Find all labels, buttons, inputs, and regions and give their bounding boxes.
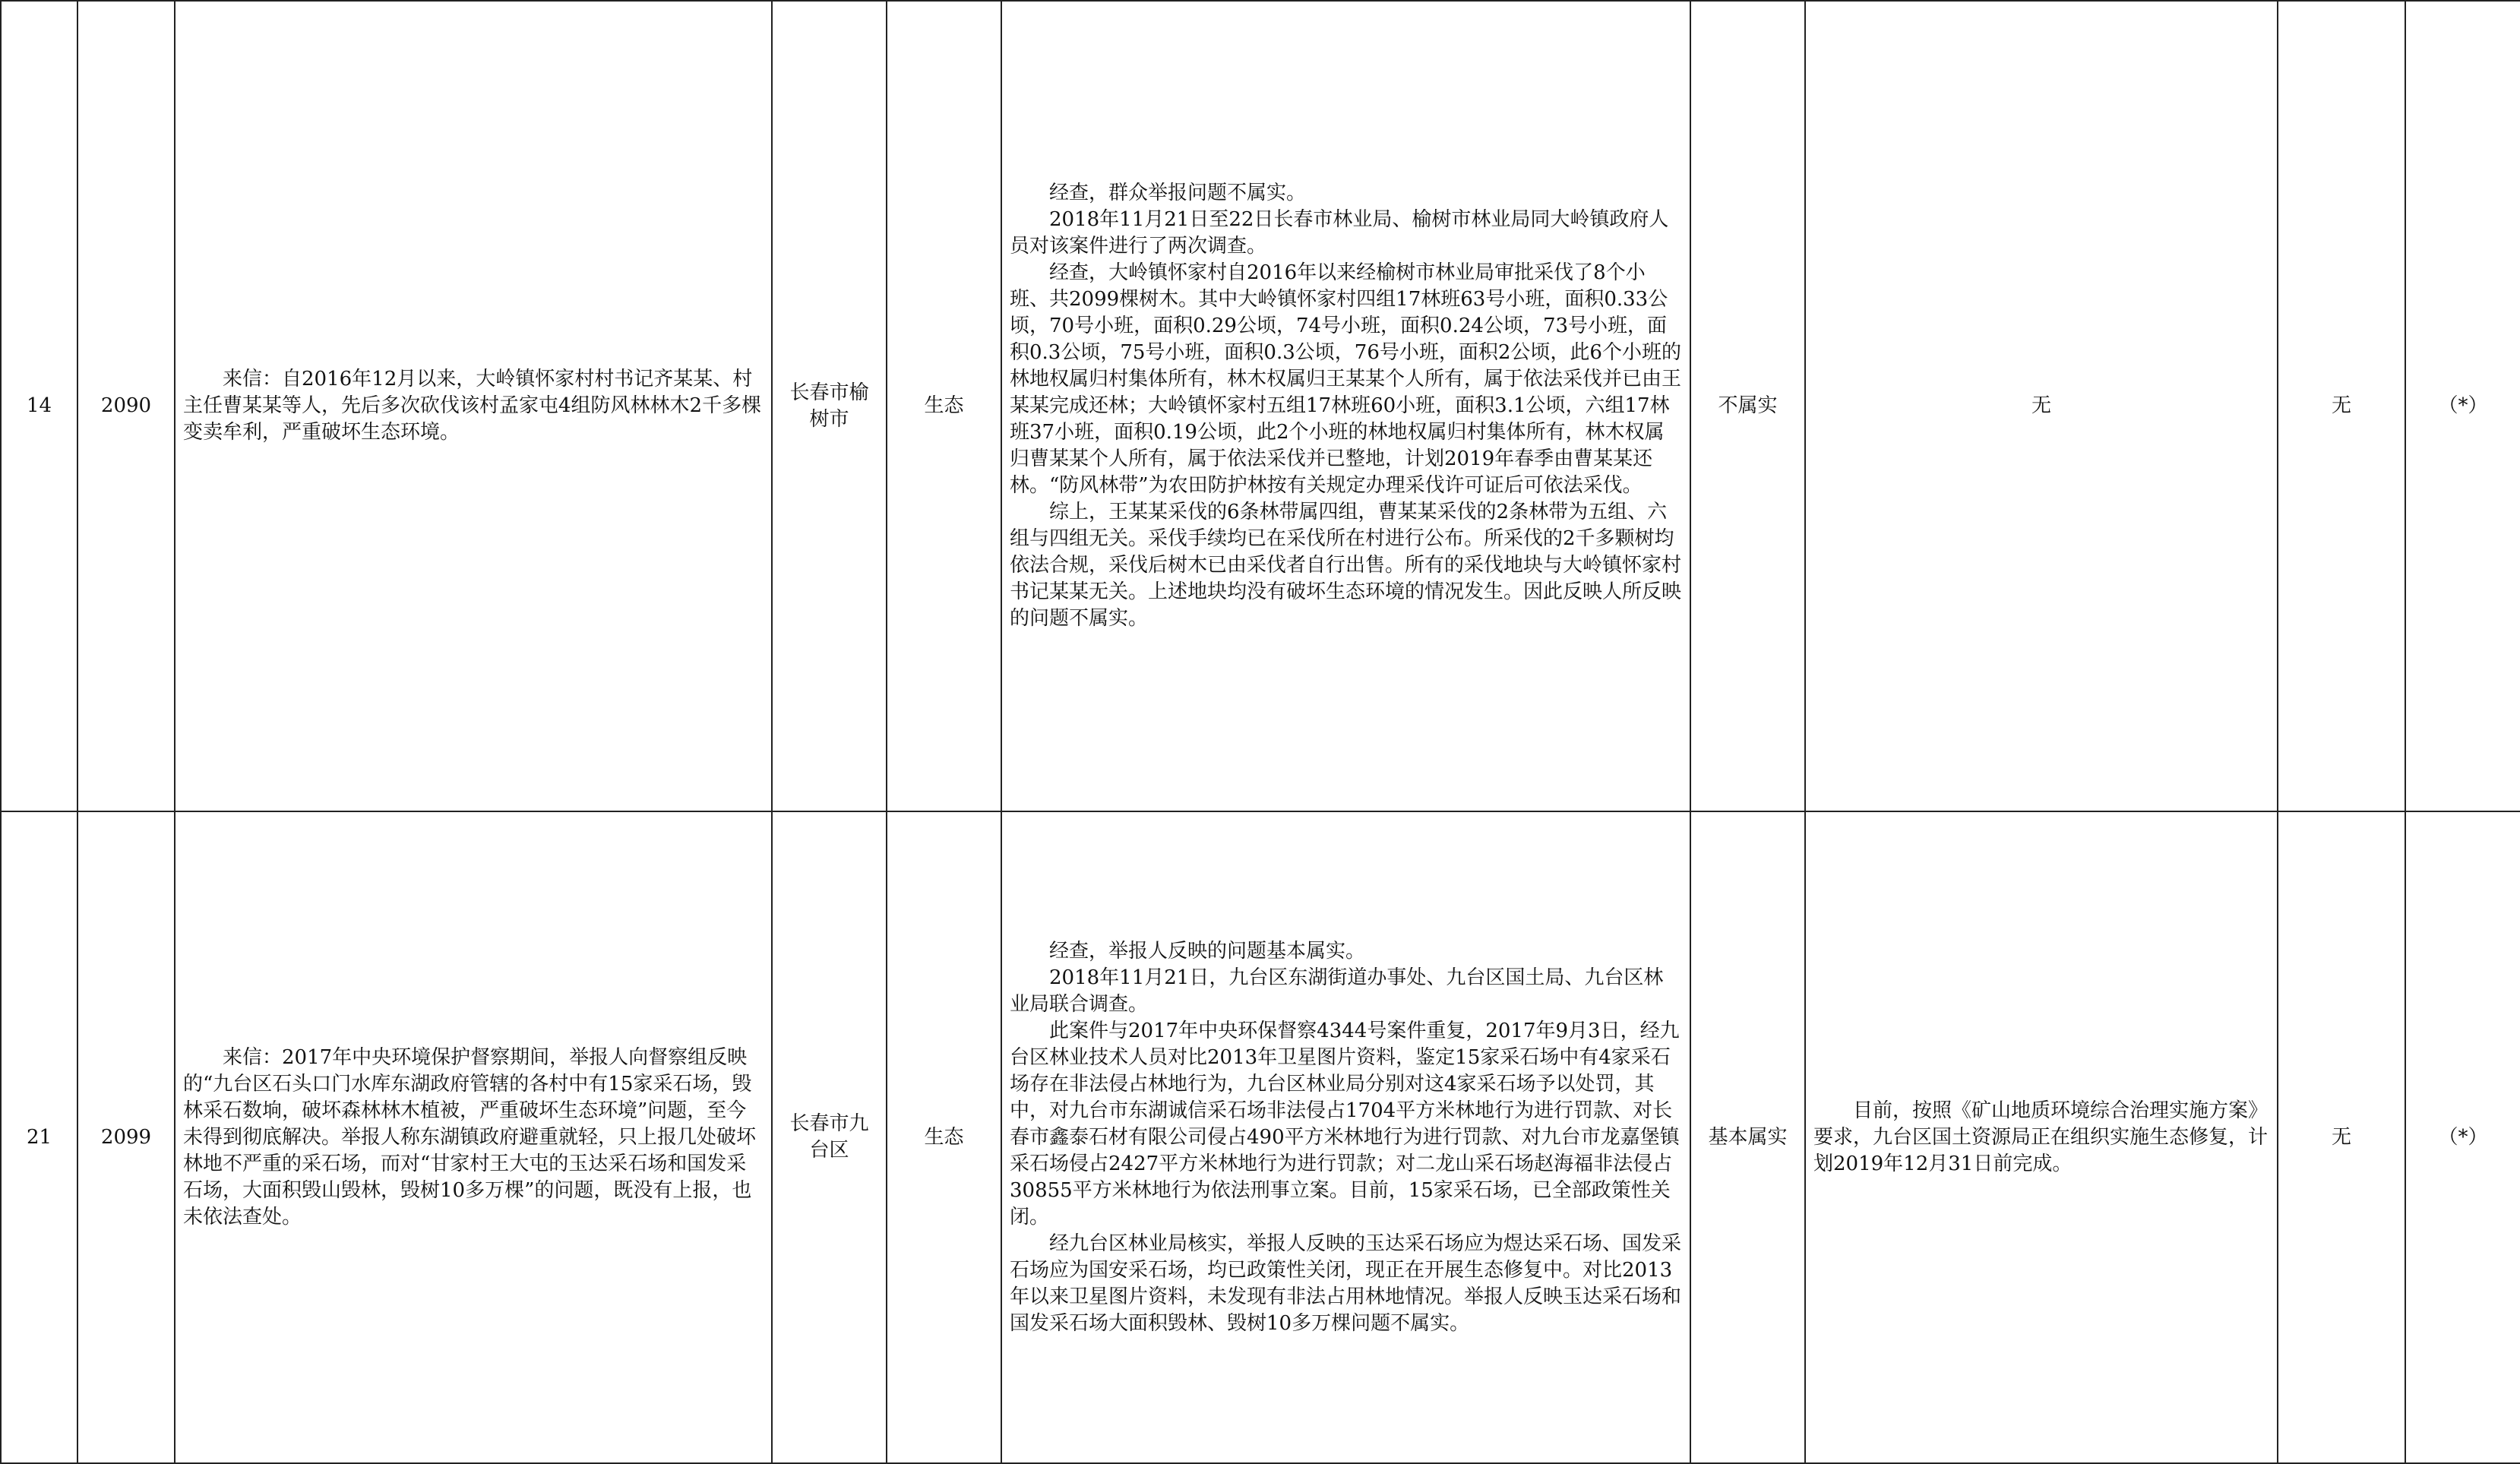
table-row xyxy=(1,1,2520,811)
case-number-cell: 2090 xyxy=(77,1,175,811)
accountability-cell: 无 xyxy=(2278,811,2405,1463)
case-number-cell: 2099 xyxy=(77,811,175,1463)
note-cell: （*） xyxy=(2405,1,2520,811)
category-cell: 生态 xyxy=(887,811,1001,1463)
note-cell: （*） xyxy=(2405,811,2520,1463)
investigation-cell: 经查，举报人反映的问题基本属实。 2018年11月21日，九台区东湖街道办事处、九台区国土局、九台区林业局联合调查。 此案件与2017年中央环保督察4344号案件重复，2017年9月3日，经九台区林业技术人员对比2013年卫星图片资料，鉴定15家采石场中有4家采石场存在非法侵占林地行为，九台区林业局分别对这4家采石场予以处罚，其中，对九台市东湖诚信采石场非法侵占1704平方米林地行为进行罚款、对长春市鑫泰石材有限公司侵占490平方米林地行为进行罚款、对九台市龙嘉堡镇采石场侵占2427平方米林地行为进行罚款；对二龙山采石场赵海福非法侵占30855平方米林地行为依法刑事立案。目前，15家采石场，已全部政策性关闭。 经九台区林业局核实，举报人反映的玉达采石场应为煜达采石场、国发采石场应为国安采石场，均已政策性关闭，现正在开展生态修复中。对比2013年以来卫星图片资料，未发现有非法占用林地情况。举报人反映玉达采石场和国发采石场大面积毁林、毁树10多万棵问题不属实。 xyxy=(1001,811,1690,1463)
complaint-cell: 来信：2017年中央环境保护督察期间，举报人向督察组反映的“九台区石头口门水库东湖政府管辖的各村中有15家采石场，毁林采石数垧，破坏森林林木植被，严重破坏生态环境”问题，至今未得到彻底解决。举报人称东湖镇政府避重就轻，只上报几处破坏林地不严重的采石场，而对“甘家村王大屯的玉达采石场和国发采石场，大面积毁山毁林，毁树10多万棵”的问题，既没有上报，也未依法查处。 xyxy=(175,811,772,1463)
seq-cell: 21 xyxy=(1,811,77,1463)
investigation-cell: 经查，群众举报问题不属实。 2018年11月21日至22日长春市林业局、榆树市林业局同大岭镇政府人员对该案件进行了两次调查。 经查，大岭镇怀家村自2016年以来经榆树市林业局审批采伐了8个小班、共2099棵树木。其中大岭镇怀家村四组17林班63号小班，面积0.33公顷，70号小班，面积0.29公顷，74号小班，面积0.24公顷，73号小班，面积0.3公顷，75号小班，面积0.3公顷，76号小班，面积2公顷，此6个小班的林地权属归村集体所有，林木权属归王某某个人所有，属于依法采伐并已由王某某完成还林；大岭镇怀家村五组17林班60小班，面积3.1公顷，六组17林班37小班，面积0.19公顷，此2个小班的林地权属归村集体所有，林木权属归曹某某个人所有，属于依法采伐并已整地，计划2019年春季由曹某某还林。“防风林带”为农田防护林按有关规定办理采伐许可证后可依法采伐。 综上，王某某采伐的6条林带属四组，曹某某采伐的2条林带为五组、六组与四组无关。采伐手续均已在采伐所在村进行公布。所采伐的2千多颗树均依法合规，采伐后树木已由采伐者自行出售。所有的采伐地块与大岭镇怀家村书记某某无关。上述地块均没有破坏生态环境的情况发生。因此反映人所反映的问题不属实。 xyxy=(1001,1,1690,811)
rectification-cell: 目前，按照《矿山地质环境综合治理实施方案》要求，九台区国土资源局正在组织实施生态修复，计划2019年12月31日前完成。 xyxy=(1805,811,2278,1463)
verdict-cell: 基本属实 xyxy=(1690,811,1805,1463)
accountability-cell: 无 xyxy=(2278,1,2405,811)
rectification-cell: 无 xyxy=(1805,1,2278,811)
region-cell: 长春市九台区 xyxy=(772,811,887,1463)
complaint-cell: 来信：自2016年12月以来，大岭镇怀家村村书记齐某某、村主任曹某某等人，先后多次砍伐该村孟家屯4组防风林林木2千多棵变卖牟利，严重破坏生态环境。 xyxy=(175,1,772,811)
seq-cell: 14 xyxy=(1,1,77,811)
category-cell: 生态 xyxy=(887,1,1001,811)
region-cell: 长春市榆树市 xyxy=(772,1,887,811)
verdict-cell: 不属实 xyxy=(1690,1,1805,811)
table-row xyxy=(1,811,2520,1463)
